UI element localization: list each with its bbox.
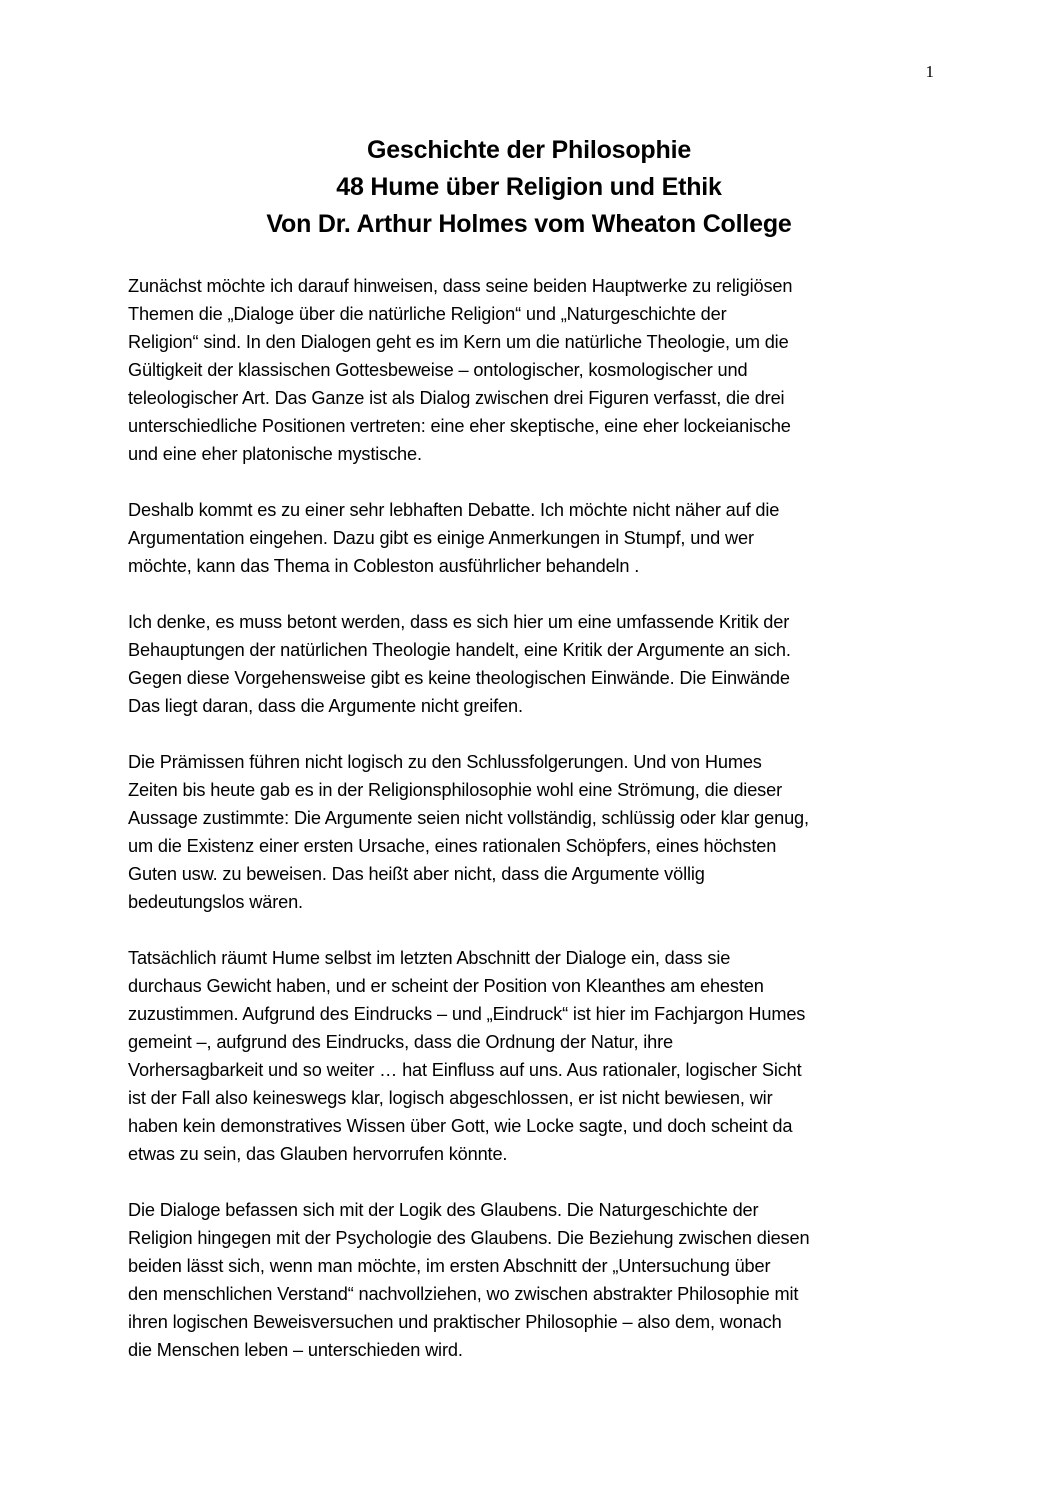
text-line: Themen die „Dialoge über die natürliche Religion“ und „Naturgeschichte der: [128, 304, 727, 324]
paragraph-1: [128, 272, 936, 468]
text-line: um die Existenz einer ersten Ursache, eines rationalen Schöpfers, eines höchsten: [128, 836, 777, 856]
text-line: Religion hingegen mit der Psychologie des Glaubens. Die Beziehung zwischen diesen: [128, 1228, 810, 1248]
title-line-series: Geschichte der Philosophie: [366, 136, 692, 164]
title-line-lecture: 48 Hume über Religion und Ethik: [336, 173, 722, 201]
text-line: Zunächst möchte ich darauf hinweisen, dass seine beiden Hauptwerke zu religiösen: [128, 276, 793, 296]
document-body: [128, 272, 936, 1392]
text-line: ist der Fall also keineswegs klar, logisch abgeschlossen, er ist nicht bewiesen, wir: [128, 1088, 773, 1108]
text-line: Religion“ sind. In den Dialogen geht es im Kern um die natürliche Theologie, um die: [128, 332, 789, 352]
text-line: Gültigkeit der klassischen Gottesbeweise – ontologischer, kosmologischer und: [128, 360, 748, 380]
text-line: den menschlichen Verstand“ nachvollziehen, wo zwischen abstrakter Philosophie mit: [128, 1284, 799, 1304]
text-line: bedeutungslos wären.: [128, 892, 303, 912]
paragraph-6: [128, 1196, 936, 1364]
text-line: Tatsächlich räumt Hume selbst im letzten Abschnitt der Dialoge ein, dass sie: [128, 948, 731, 968]
text-line: Guten usw. zu beweisen. Das heißt aber nicht, dass die Argumente völlig: [128, 864, 705, 884]
text-line: möchte, kann das Thema in Cobleston ausführlicher behandeln .: [128, 556, 640, 576]
page-number: 1: [925, 62, 934, 81]
text-line: Das liegt daran, dass die Argumente nicht greifen.: [128, 696, 523, 716]
text-line: Argumentation eingehen. Dazu gibt es einige Anmerkungen in Stumpf, und wer: [128, 528, 754, 548]
text-line: Behauptungen der natürlichen Theologie handelt, eine Kritik der Argumente an sich.: [128, 640, 791, 660]
text-line: beiden lässt sich, wenn man möchte, im ersten Abschnitt der „Untersuchung über: [128, 1256, 771, 1276]
text-line: Vorhersagbarkeit und so weiter … hat Einfluss auf uns. Aus rationaler, logischer Sicht: [128, 1060, 802, 1080]
text-line: Die Dialoge befassen sich mit der Logik des Glaubens. Die Naturgeschichte der: [128, 1200, 759, 1220]
paragraph-5: [128, 944, 936, 1168]
text-line: zuzustimmen. Aufgrund des Eindrucks – und „Eindruck“ ist hier im Fachjargon Humes: [128, 1004, 806, 1024]
text-line: unterschiedliche Positionen vertreten: eine eher skeptische, eine eher lockeianische: [128, 416, 791, 436]
text-line: Die Prämissen führen nicht logisch zu den Schlussfolgerungen. Und von Humes: [128, 752, 762, 772]
text-line: gemeint –, aufgrund des Eindrucks, dass die Ordnung der Natur, ihre: [128, 1032, 673, 1052]
text-line: die Menschen leben – unterschieden wird.: [128, 1340, 463, 1360]
text-line: und eine eher platonische mystische.: [128, 444, 422, 464]
text-line: Ich denke, es muss betont werden, dass es sich hier um eine umfassende Kritik der: [128, 612, 790, 632]
paragraph-4: [128, 748, 936, 916]
text-line: haben kein demonstratives Wissen über Gott, wie Locke sagte, und doch scheint da: [128, 1116, 793, 1136]
text-line: teleologischer Art. Das Ganze ist als Dialog zwischen drei Figuren verfasst, die drei: [128, 388, 785, 408]
text-line: Aussage zustimmte: Die Argumente seien nicht vollständig, schlüssig oder klar genug,: [128, 808, 809, 828]
text-line: etwas zu sein, das Glauben hervorrufen könnte.: [128, 1144, 508, 1164]
text-line: Gegen diese Vorgehensweise gibt es keine theologischen Einwände. Die Einwände: [128, 668, 790, 688]
paragraph-2: [128, 496, 936, 580]
document-title: [0, 132, 1058, 243]
text-line: ihren logischen Beweisversuchen und praktischer Philosophie – also dem, wonach: [128, 1312, 782, 1332]
text-line: Zeiten bis heute gab es in der Religionsphilosophie wohl eine Strömung, die dieser: [128, 780, 782, 800]
text-line: Deshalb kommt es zu einer sehr lebhaften Debatte. Ich möchte nicht näher auf die: [128, 500, 780, 520]
text-line: durchaus Gewicht haben, und er scheint der Position von Kleanthes am ehesten: [128, 976, 764, 996]
title-line-author: Von Dr. Arthur Holmes vom Wheaton College: [266, 210, 792, 238]
paragraph-3: [128, 608, 936, 720]
